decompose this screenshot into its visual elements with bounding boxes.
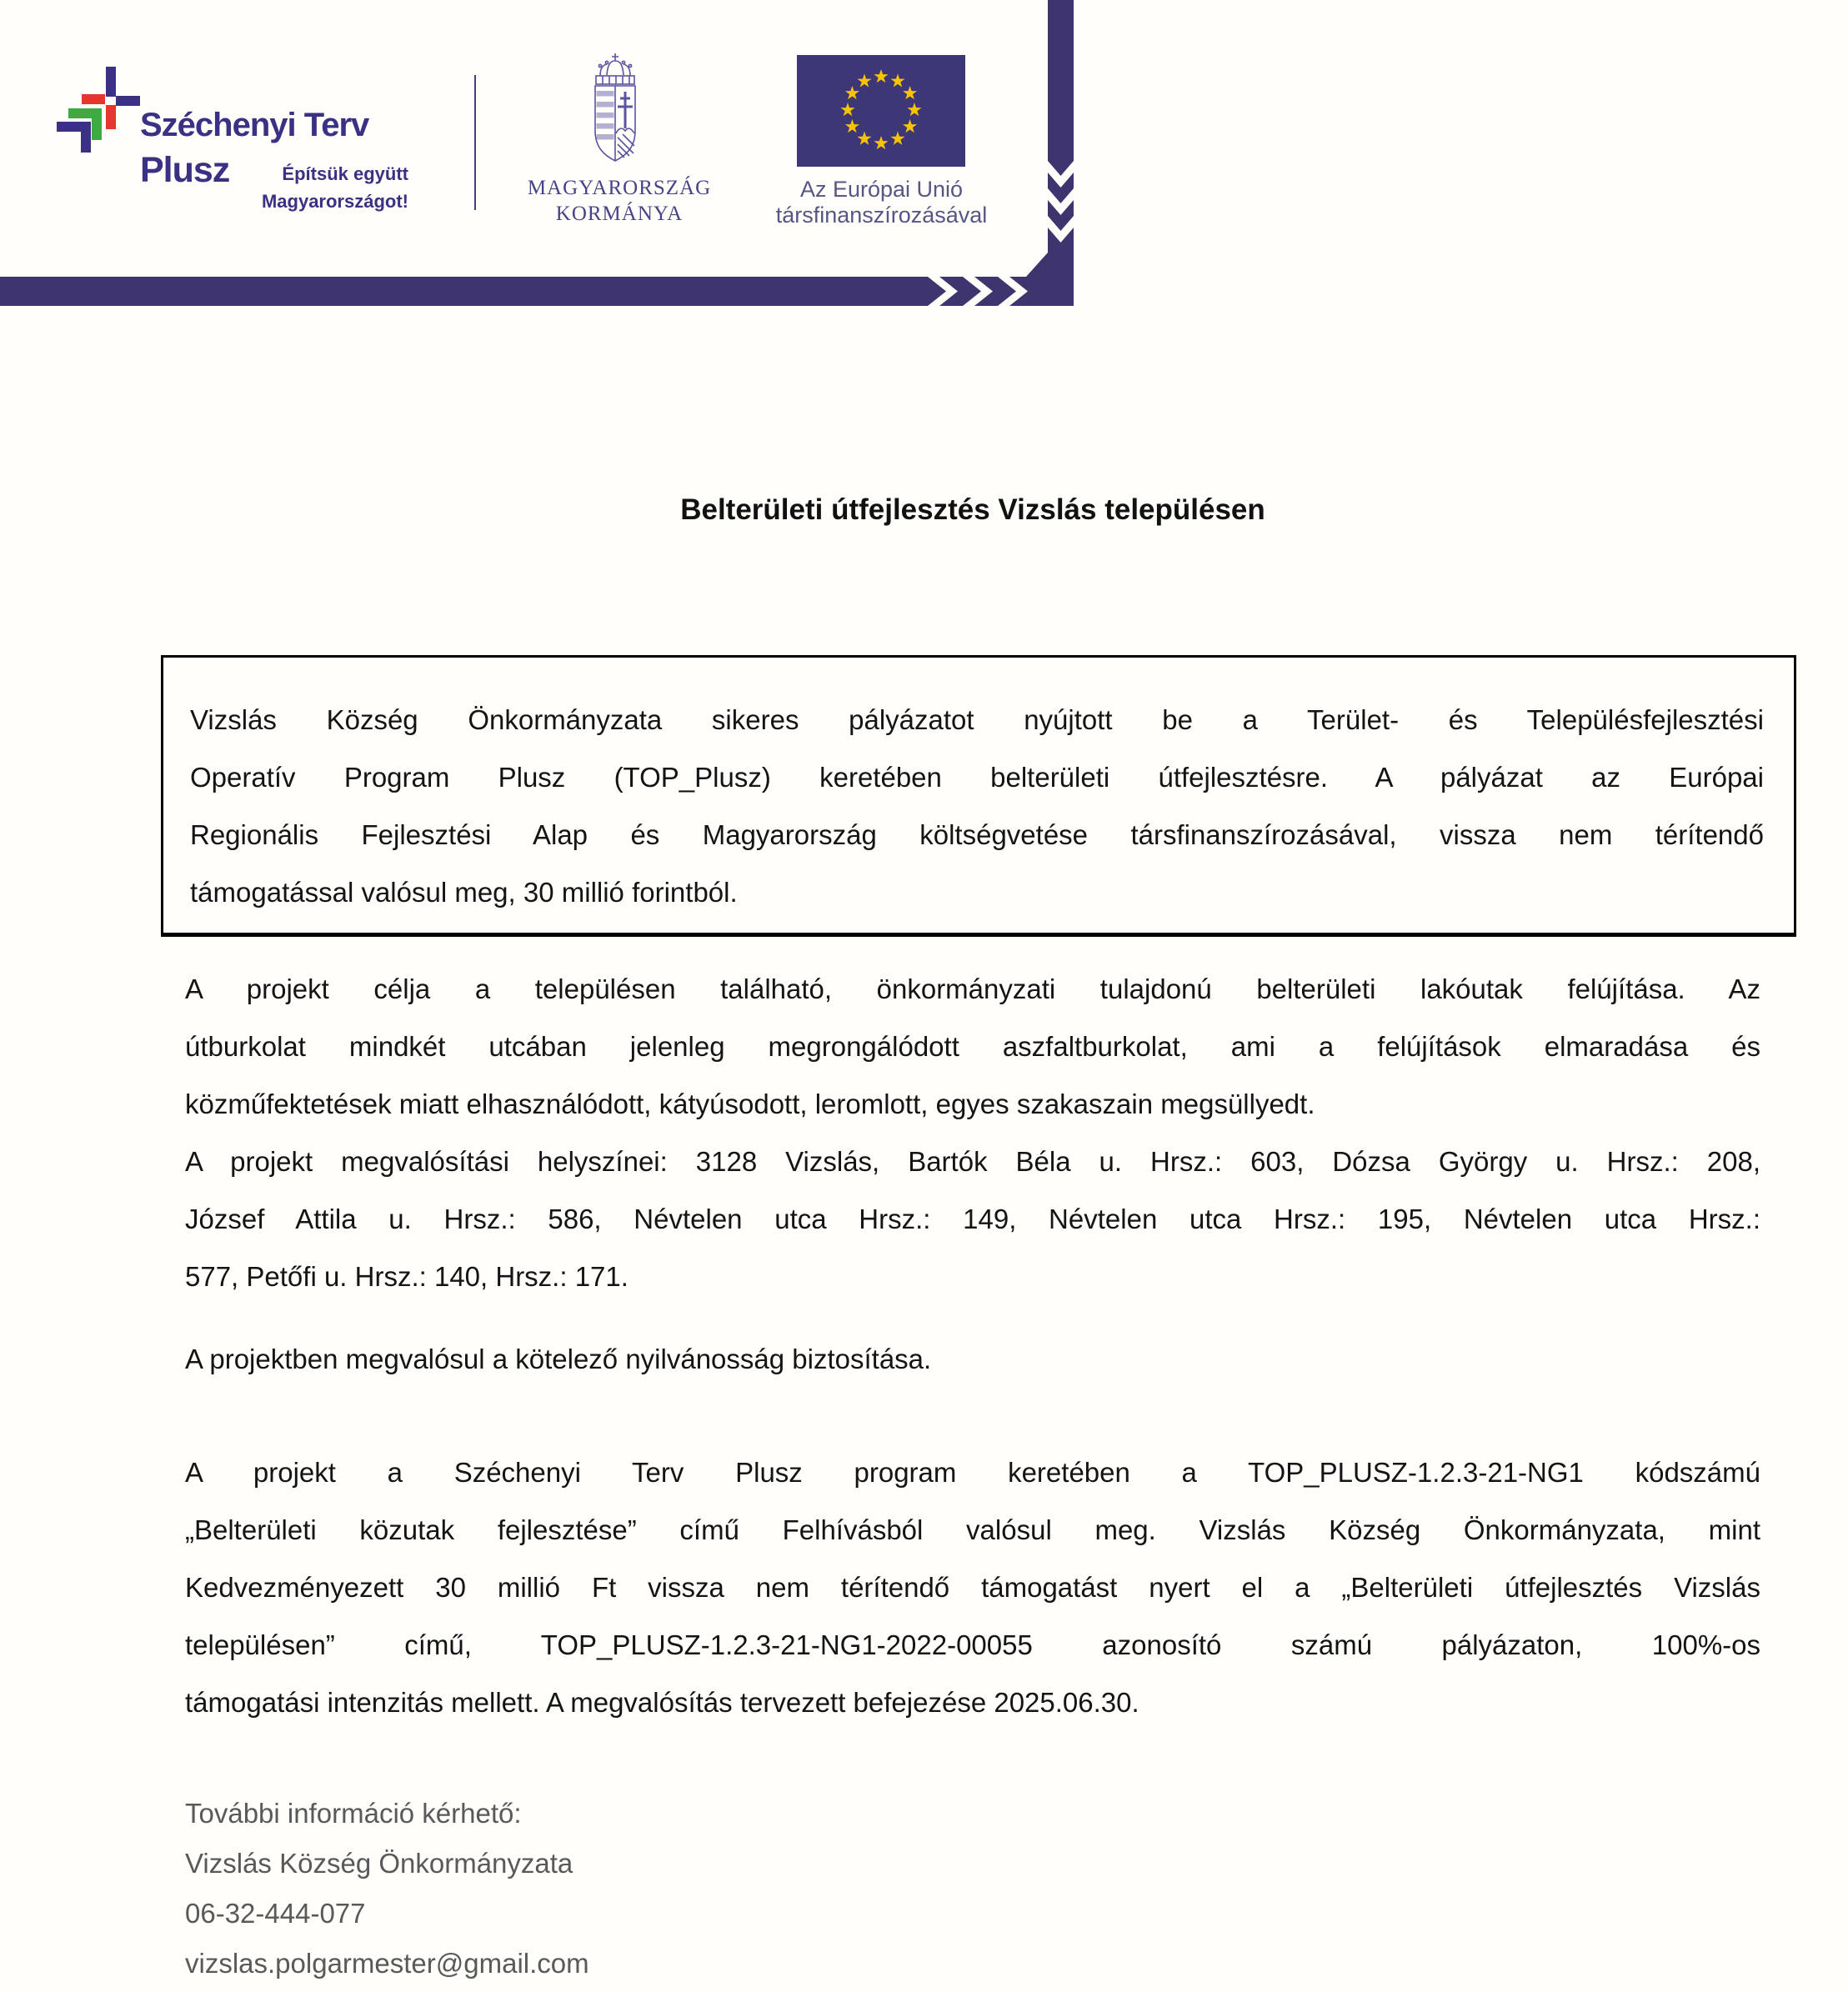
contact-line: vizslas.polgarmester@gmail.com [185, 1948, 589, 1979]
contact-line: 06-32-444-077 [185, 1898, 366, 1929]
footer-contact [185, 1789, 1352, 1989]
text-line: A projekt megvalósítási helyszínei: 3128 Vizslás, Bartók Béla u. Hrsz.: 603, Dózsa György u. Hrsz.: 208, [185, 1146, 1760, 1177]
brand-name-line2: Plusz [140, 150, 230, 190]
brand-tagline-line2: Magyarországot! [261, 191, 408, 212]
text-line: támogatással valósul meg, 30 millió forintból. [190, 877, 738, 908]
text-line: Kedvezményezett 30 millió Ft vissza nem térítendő támogatást nyert el a „Belterületi útfejlesztés Vizslás [185, 1572, 1760, 1603]
logo-divider [474, 75, 476, 210]
text-line: támogatási intenzitás mellett. A megvalósítás tervezett befejezése 2025.06.30. [185, 1687, 1139, 1718]
text-line: Vizslás Község Önkormányzata sikeres pályázatot nyújtott be a Terület- és Településfejlesztési [190, 704, 1764, 735]
text-line: „Belterületi közutak fejlesztése” című Felhívásból valósul meg. Vizslás Község Önkormányzata, mint [185, 1514, 1760, 1545]
text-line: A projekt a Széchenyi Terv Plusz program keretében a TOP_PLUSZ-1.2.3-21-NG1 kódszámú [185, 1457, 1760, 1488]
text-line: József Attila u. Hrsz.: 586, Névtelen utca Hrsz.: 149, Névtelen utca Hrsz.: 195, Névtelen utca Hrsz.: [185, 1204, 1760, 1234]
contact-line: Vizslás Község Önkormányzata [185, 1848, 573, 1879]
brand-name-line1: Széchenyi Terv [140, 107, 369, 143]
text-line: A projektben megvalósul a kötelező nyilvánosság biztosítása. [185, 1344, 932, 1374]
eu-flag-icon [797, 55, 965, 167]
banner-vertical-bar [1048, 0, 1074, 306]
text-line: közműfektetések miatt elhasználódott, kátyúsodott, leromlott, egyes szakaszain megsüllyedt. [185, 1089, 1315, 1119]
government-name-line1: MAGYARORSZÁG [527, 177, 712, 199]
government-name-line2: KORMÁNYA [555, 203, 684, 225]
brand-tagline-line1: Építsük együtt [282, 163, 408, 184]
hungary-coat-of-arms-icon [581, 52, 649, 168]
government-name [508, 175, 730, 227]
text-line: Regionális Fejlesztési Alap és Magyarország költségvetése társfinanszírozásával, vissza nem térítendő [190, 819, 1764, 850]
paragraph-publicity [185, 1330, 1760, 1388]
eu-caption-line2: társfinanszírozásával [775, 203, 988, 228]
boxed-summary [161, 655, 1796, 937]
brand-tagline [233, 160, 408, 215]
eu-caption [775, 177, 988, 228]
page-title: Belterületi útfejlesztés Vizslás településen [680, 493, 1265, 526]
text-line: Operatív Program Plusz (TOP_Plusz) keretében belterületi útfejlesztésre. A pályázat az Európai [190, 762, 1764, 793]
banner-junction [1026, 253, 1048, 277]
text-line: A projekt célja a településen található, önkormányzati tulajdonú belterületi lakóutak felújítása. Az [185, 973, 1760, 1004]
banner-horizontal-bar [0, 277, 1074, 306]
eu-caption-line1: Az Európai Unió [799, 177, 964, 202]
text-line: településen” című, TOP_PLUSZ-1.2.3-21-NG1-2022-00055 azonosító számú pályázaton, 100%-os [185, 1629, 1760, 1660]
contact-line: További információ kérhető: [185, 1798, 522, 1829]
paragraph-funding [185, 1444, 1760, 1731]
paragraph-goals [185, 960, 1760, 1305]
text-line: útburkolat mindkét utcában jelenleg megrongálódott aszfaltburkolat, ami a felújítások elmaradása és [185, 1031, 1760, 1062]
szechenyi-plusz-logo-icon [46, 63, 146, 156]
text-line: 577, Petőfi u. Hrsz.: 140, Hrsz.: 171. [185, 1261, 629, 1292]
